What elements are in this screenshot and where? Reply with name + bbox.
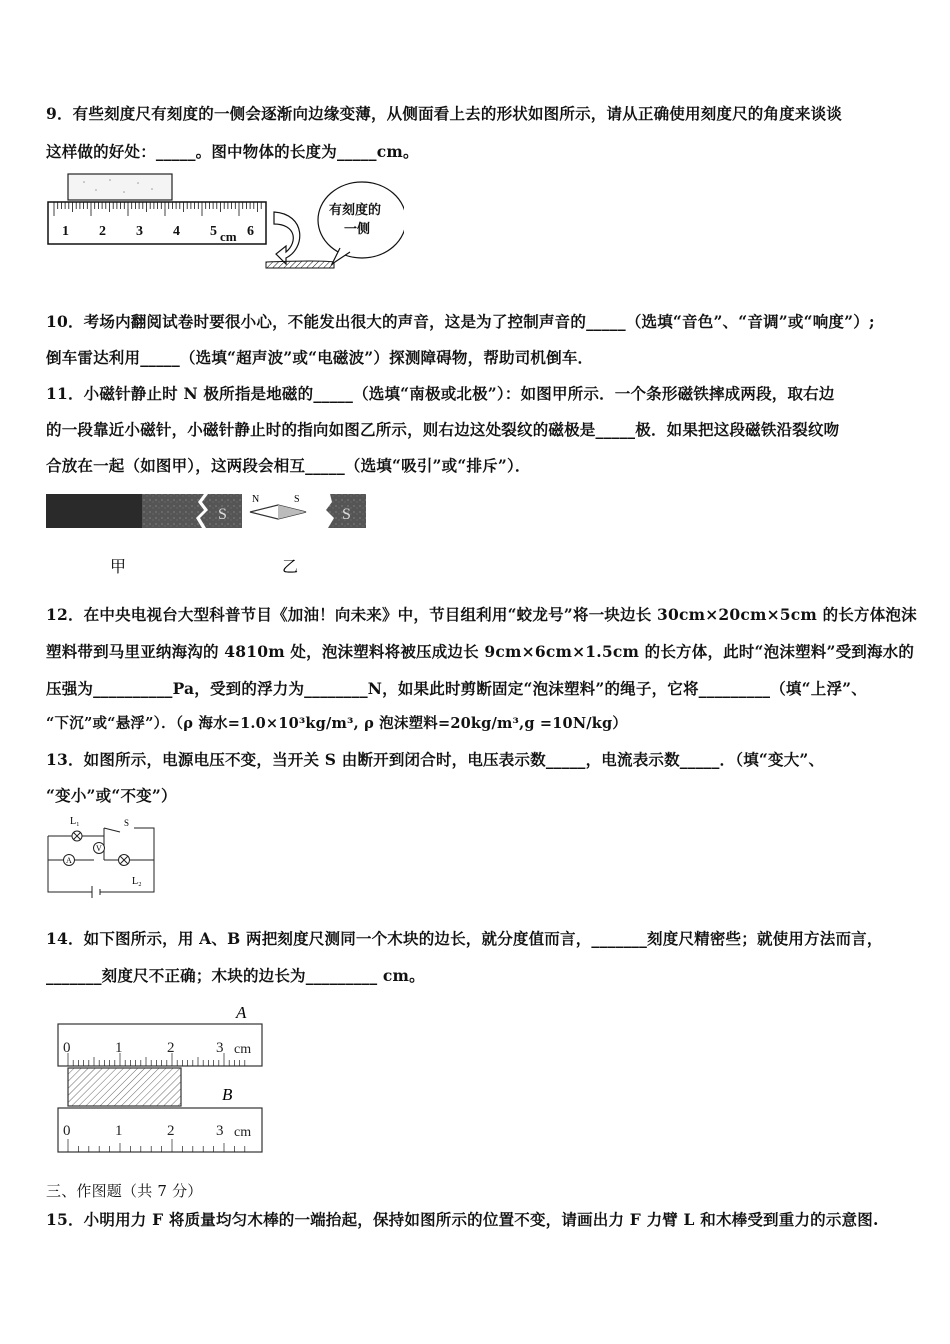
magnet-pole-label: S [218,506,227,523]
ruler-label: 2 [99,224,106,239]
ruler-a-label: A [236,1003,247,1022]
ruler-b-tick-label: 2 [167,1123,175,1139]
magnet-pole-label: S [342,506,351,523]
label-l2: L₂ [132,876,142,887]
ruler-a-tick-label: 2 [167,1040,175,1056]
q9-line1: 9．有些刻度尺有刻度的一侧会逐渐向边缘变薄，从侧面看上去的形状如图所示，请从正确使用刻度尺的角度来谈谈 [46,104,842,123]
needle-n-label: N [252,494,260,505]
lamp-l1-icon [72,831,82,841]
q13-line1: 13．如图所示，电源电压不变，当开关 S 由断开到闭合时，电压表示数_____，电流表示数_____．（填“变大”、 [46,750,825,769]
ruler-label: 5 [210,224,217,239]
q11-line1: 11．小磁针静止时 N 极所指是地磁的_____（选填“南极或北极”）：如图甲所示．一个条形磁铁摔成两段，取右边 [46,384,835,403]
ruler-b-tick-label: 3 [216,1123,224,1139]
q10-line1: 10．考场内翻阅试卷时要很小心，不能发出很大的声音，这是为了控制声音的_____（选填“音色”、“音调”或“响度”）; [46,312,875,331]
magnet-left-piece [46,494,142,528]
section-heading: 三、作图题（共 7 分） [46,1182,203,1200]
q11-magnet-figure [46,486,372,578]
ruler-unit: cm [220,229,237,244]
q12-line2: 塑料带到马里亚纳海沟的 4810m 处，泡沫塑料将被压成边长 9cm×6cm×1.5cm 的长方体，此时“泡沫塑料”受到海水的 [46,642,915,661]
q11-line2: 的一段靠近小磁针，小磁针静止时的指向如图乙所示，则右边这处裂纹的磁极是_____极．如果把这段磁铁沿裂纹吻 [46,420,840,439]
ruler-a-unit: cm [234,1042,252,1057]
measured-object [68,174,172,200]
callout-bubble [318,182,404,258]
voltmeter-label: V [96,844,102,853]
ruler-a-tick-label: 1 [115,1040,123,1056]
ruler-label: 1 [62,224,69,239]
lamp-l2-icon [119,855,130,866]
wooden-block [68,1068,181,1106]
q14-rulers-figure [50,1000,270,1158]
q9-ruler-figure [44,168,404,278]
ruler-b-tick-label: 0 [63,1123,71,1139]
needle-s-label: S [294,494,300,505]
ruler-a-tick-label: 3 [216,1040,224,1056]
callout-text: 一侧 [344,221,371,236]
magnet-middle-piece [142,494,204,528]
ruler-b [58,1108,262,1152]
voltmeter-icon [94,843,105,854]
callout-text: 有刻度的 [329,202,382,217]
ruler-b-unit: cm [234,1125,252,1140]
ruler-a [58,1024,262,1066]
ammeter-icon [64,855,75,866]
ruler-label: 6 [247,224,254,239]
fig-label-jia: 甲 [110,559,127,576]
ammeter-label: A [66,856,72,865]
q15-line1: 15．小明用力 F 将质量均匀木棒的一端抬起，保持如图所示的位置不变，请画出力 F 力臂 L 和木棒受到重力的示意图. [46,1210,879,1229]
q13-line2: “变小”或“不变”） [46,786,177,805]
ruler-label: 4 [173,224,180,239]
curved-arrow-icon [274,212,300,264]
q10-line2: 倒车雷达利用_____（选填“超声波”或“电磁波”）探测障碍物，帮助司机倒车． [46,348,594,367]
ruler-a-tick-label: 0 [63,1040,71,1056]
ruler-label: 3 [136,224,143,239]
label-switch: S [124,818,130,828]
q12-line3: 压强为__________Pa，受到的浮力为________N，如果此时剪断固定“泡沫塑料”的绳子，它将_________（填“上浮”、 [46,679,867,698]
q12-line4: “下沉”或“悬浮”）．（ρ 海水=1.0×10³kg/m³, ρ 泡沫塑料=20kg/m³,g =10N/kg） [46,715,628,732]
fig-label-yi: 乙 [282,559,299,576]
q14-line2: _______刻度尺不正确；木块的边长为_________ cm。 [46,966,425,985]
q14-line1: 14．如下图所示，用 A、B 两把刻度尺测同一个木块的边长，就分度值而言，_______刻度尺精密些；就使用方法而言， [46,929,883,948]
q9-line2: 这样做的好处：_____。图中物体的长度为_____cm。 [46,142,419,161]
q13-circuit-figure [44,812,160,898]
label-l1: L₁ [70,816,80,827]
ruler-b-label: B [222,1085,233,1104]
q12-line1: 12．在中央电视台大型科普节目《加油！向未来》中，节目组利用“蛟龙号”将一块边长 30cm×20cm×5cm 的长方体泡沫 [46,605,917,624]
q11-line3: 合放在一起（如图甲），这两段会相互_____（选填“吸引”或“排斥”）． [46,456,531,475]
ruler-b-tick-label: 1 [115,1123,123,1139]
